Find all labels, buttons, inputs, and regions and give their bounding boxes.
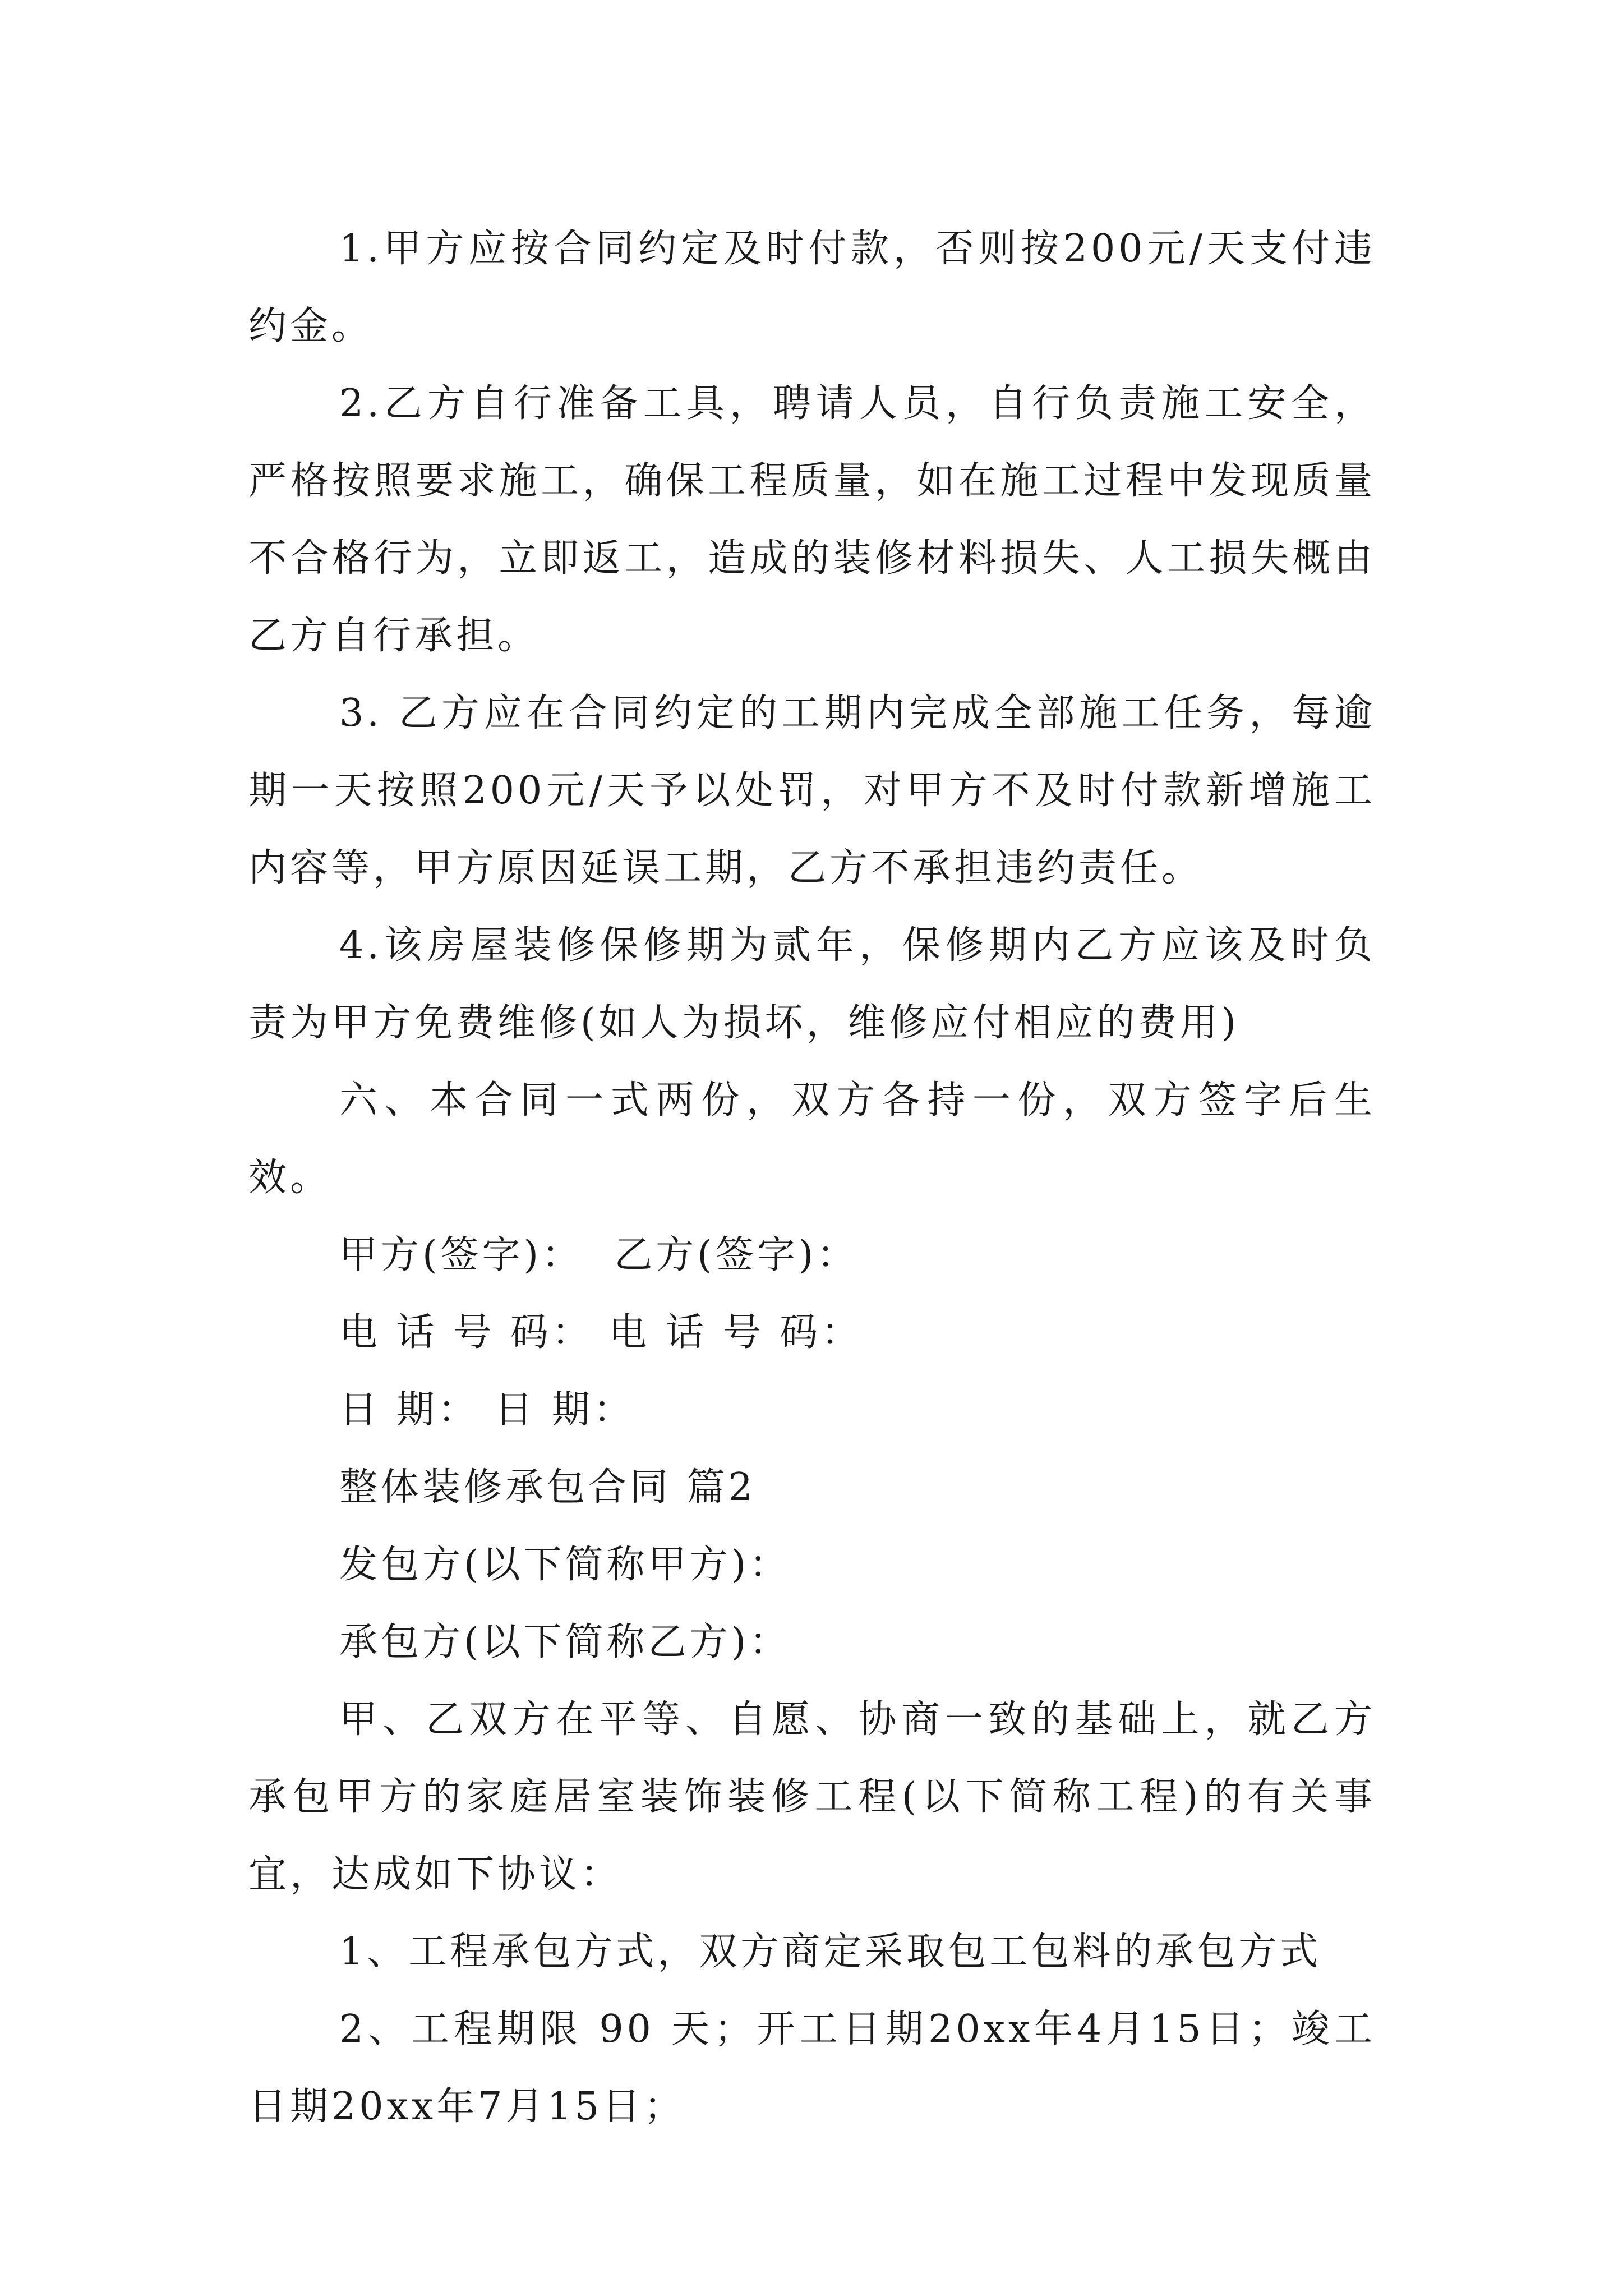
party-b-line: 承包方(以下简称乙方)： [339,1620,791,1664]
clause-contract-method: 1、工程承包方式，双方商定采取包工包料的承包方式 [339,1930,1322,1974]
paragraph-warranty: 4.该房屋装修保修期为贰年，保修期内乙方应该及时负责为甲方免费维修(如人为损坏，维修应付相应的费用) [248,923,1376,1045]
paragraph-agreement-intro: 甲、乙双方在平等、自愿、协商一致的基础上，就乙方承包甲方的家庭居室装饰装修工程(以下简称工程)的有关事宜，达成如下协议： [248,1697,1376,1897]
paragraph-copies: 六、本合同一式两份，双方各持一份，双方签字后生效。 [248,1078,1376,1200]
phone-line: 电 话 号 码： 电 话 号 码： [339,1310,863,1355]
date-line: 日 期： 日 期： [339,1388,635,1432]
clause-project-period: 2、工程期限 90 天；开工日期20xx年4月15日；竣工日期20xx年7月15日； [248,2007,1376,2129]
signature-line: 甲方(签字)： 乙方(签字)： [339,1233,859,1277]
section-heading: 整体装修承包合同 篇2 [339,1465,756,1510]
party-a-line: 发包方(以下简称甲方)： [339,1543,791,1587]
document-body [248,210,1376,2146]
paragraph-construction-period: 3. 乙方应在合同约定的工期内完成全部施工任务，每逾期一天按照200元/天予以处罚，对甲方不及时付款新增施工内容等，甲方原因延误工期，乙方不承担违约责任。 [248,691,1376,890]
paragraph-contractor-tools: 2.乙方自行准备工具，聘请人员，自行负责施工安全，严格按照要求施工，确保工程质量，如在施工过程中发现质量不合格行为，立即返工，造成的装修材料损失、人工损失概由乙方自行承担。 [248,381,1376,658]
paragraph-penalty-payment: 1.甲方应按合同约定及时付款，否则按200元/天支付违约金。 [248,227,1376,348]
